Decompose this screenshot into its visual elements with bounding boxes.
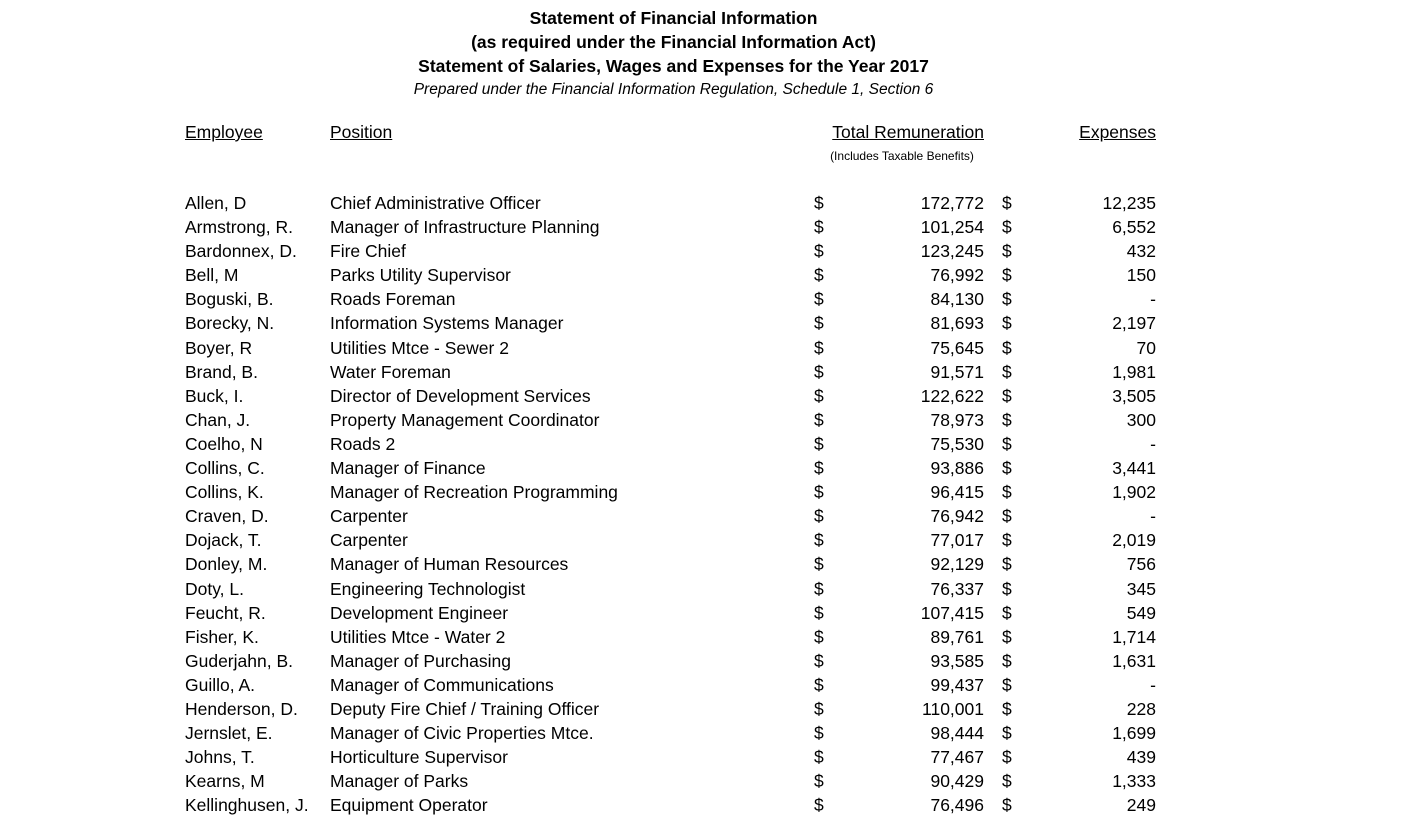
total-remuneration-value: 93,886 xyxy=(930,458,984,479)
document-title: Statement of Financial Information xyxy=(529,8,818,28)
expenses-value: 756 xyxy=(1126,554,1156,575)
currency-symbol: $ xyxy=(814,217,824,238)
currency-symbol: $ xyxy=(1002,241,1012,262)
currency-symbol: $ xyxy=(1002,385,1012,406)
position-title: Roads Foreman xyxy=(330,289,456,310)
table-row xyxy=(0,191,1421,215)
employee-name: Doty, L. xyxy=(185,578,245,599)
salary-table xyxy=(0,191,1421,817)
position-title: Information Systems Manager xyxy=(330,313,564,334)
position-title: Engineering Technologist xyxy=(330,578,526,599)
position-title: Parks Utility Supervisor xyxy=(330,265,511,286)
currency-symbol: $ xyxy=(1002,650,1012,671)
expenses-value: 345 xyxy=(1126,578,1156,599)
currency-symbol: $ xyxy=(814,674,824,695)
total-remuneration-value: 91,571 xyxy=(930,361,984,382)
employee-name: Chan, J. xyxy=(185,409,251,430)
currency-symbol: $ xyxy=(814,433,824,454)
currency-symbol: $ xyxy=(1002,289,1012,310)
column-note-taxable-benefits: (Includes Taxable Benefits) xyxy=(830,149,974,163)
table-row xyxy=(0,601,1421,625)
currency-symbol: $ xyxy=(1002,771,1012,792)
table-row xyxy=(0,721,1421,745)
currency-symbol: $ xyxy=(814,409,824,430)
currency-symbol: $ xyxy=(1002,698,1012,719)
table-row xyxy=(0,697,1421,721)
expenses-value: - xyxy=(1150,433,1156,454)
position-title: Horticulture Supervisor xyxy=(330,747,508,768)
total-remuneration-value: 76,942 xyxy=(930,506,984,527)
expenses-value: 2,019 xyxy=(1112,530,1156,551)
position-title: Manager of Communications xyxy=(330,674,554,695)
position-title: Manager of Finance xyxy=(330,458,486,479)
column-header-total-remuneration: Total Remuneration xyxy=(832,122,984,142)
expenses-value: 6,552 xyxy=(1112,217,1156,238)
currency-symbol: $ xyxy=(1002,723,1012,744)
total-remuneration-value: 92,129 xyxy=(930,554,984,575)
position-title: Manager of Parks xyxy=(330,771,469,792)
employee-name: Collins, K. xyxy=(185,482,264,503)
currency-symbol: $ xyxy=(814,482,824,503)
table-row xyxy=(0,745,1421,769)
currency-symbol: $ xyxy=(1002,795,1012,816)
employee-name: Henderson, D. xyxy=(185,698,298,719)
currency-symbol: $ xyxy=(1002,217,1012,238)
expenses-value: 12,235 xyxy=(1102,193,1156,213)
column-header-position: Position xyxy=(330,122,393,142)
employee-name: Buck, I. xyxy=(185,385,244,406)
position-title: Roads 2 xyxy=(330,433,396,454)
expenses-value: 549 xyxy=(1126,602,1156,623)
employee-name: Kearns, M xyxy=(185,771,265,792)
currency-symbol: $ xyxy=(814,458,824,479)
table-row xyxy=(0,649,1421,673)
total-remuneration-value: 107,415 xyxy=(920,602,984,623)
total-remuneration-value: 84,130 xyxy=(930,289,984,310)
table-row xyxy=(0,432,1421,456)
table-row xyxy=(0,408,1421,432)
currency-symbol: $ xyxy=(1002,674,1012,695)
column-header-expenses: Expenses xyxy=(1079,122,1156,142)
expenses-value: 3,441 xyxy=(1112,458,1156,479)
total-remuneration-value: 101,254 xyxy=(920,217,984,238)
total-remuneration-value: 75,645 xyxy=(930,337,984,358)
table-row xyxy=(0,263,1421,287)
currency-symbol: $ xyxy=(814,193,824,213)
currency-symbol: $ xyxy=(1002,337,1012,358)
currency-symbol: $ xyxy=(814,578,824,599)
expenses-value: 439 xyxy=(1126,747,1156,768)
employee-name: Bardonnex, D. xyxy=(185,241,297,262)
total-remuneration-value: 110,001 xyxy=(922,698,984,719)
total-remuneration-value: 98,444 xyxy=(930,723,984,744)
total-remuneration-value: 172,772 xyxy=(920,193,984,213)
table-row xyxy=(0,311,1421,335)
total-remuneration-value: 76,496 xyxy=(930,795,984,816)
currency-symbol: $ xyxy=(814,771,824,792)
total-remuneration-value: 90,429 xyxy=(930,771,984,792)
employee-name: Bell, M xyxy=(185,265,239,286)
currency-symbol: $ xyxy=(1002,506,1012,527)
currency-symbol: $ xyxy=(814,650,824,671)
employee-name: Jernslet, E. xyxy=(185,723,273,744)
employee-name: Brand, B. xyxy=(185,361,258,382)
employee-name: Allen, D xyxy=(185,193,247,213)
employee-name: Guderjahn, B. xyxy=(185,650,293,671)
position-title: Equipment Operator xyxy=(330,795,488,816)
position-title: Manager of Human Resources xyxy=(330,554,569,575)
total-remuneration-value: 122,622 xyxy=(920,385,984,406)
table-row xyxy=(0,215,1421,239)
currency-symbol: $ xyxy=(814,795,824,816)
expenses-value: 1,631 xyxy=(1112,650,1156,671)
total-remuneration-value: 77,467 xyxy=(930,747,984,768)
currency-symbol: $ xyxy=(814,337,824,358)
expenses-value: 249 xyxy=(1126,795,1156,816)
position-title: Property Management Coordinator xyxy=(330,409,600,430)
table-row xyxy=(0,769,1421,793)
expenses-value: - xyxy=(1150,674,1156,695)
table-row xyxy=(0,673,1421,697)
total-remuneration-value: 89,761 xyxy=(930,626,984,647)
currency-symbol: $ xyxy=(814,385,824,406)
position-title: Manager of Purchasing xyxy=(330,650,511,671)
currency-symbol: $ xyxy=(1002,193,1012,213)
expenses-value: 70 xyxy=(1136,337,1156,358)
total-remuneration-value: 96,415 xyxy=(930,482,984,503)
document-statement-title: Statement of Salaries, Wages and Expenses for the Year 2017 xyxy=(418,56,929,76)
currency-symbol: $ xyxy=(814,626,824,647)
currency-symbol: $ xyxy=(1002,458,1012,479)
document-subtitle: Prepared under the Financial Information Regulation, Schedule 1, Section 6 xyxy=(413,81,934,98)
table-row xyxy=(0,577,1421,601)
currency-symbol: $ xyxy=(1002,554,1012,575)
currency-symbol: $ xyxy=(814,723,824,744)
table-row xyxy=(0,360,1421,384)
currency-symbol: $ xyxy=(814,747,824,768)
currency-symbol: $ xyxy=(1002,747,1012,768)
currency-symbol: $ xyxy=(1002,578,1012,599)
employee-name: Johns, T. xyxy=(185,747,255,768)
position-title: Manager of Recreation Programming xyxy=(330,482,618,503)
currency-symbol: $ xyxy=(814,265,824,286)
currency-symbol: $ xyxy=(1002,361,1012,382)
table-row xyxy=(0,504,1421,528)
currency-symbol: $ xyxy=(814,698,824,719)
employee-name: Coelho, N xyxy=(185,433,263,454)
table-row xyxy=(0,384,1421,408)
currency-symbol: $ xyxy=(1002,409,1012,430)
expenses-value: 228 xyxy=(1126,698,1156,719)
position-title: Manager of Infrastructure Planning xyxy=(330,217,600,238)
position-title: Chief Administrative Officer xyxy=(330,193,541,213)
currency-symbol: $ xyxy=(814,289,824,310)
currency-symbol: $ xyxy=(1002,313,1012,334)
employee-name: Kellinghusen, J. xyxy=(185,795,309,816)
table-row xyxy=(0,287,1421,311)
expenses-value: 150 xyxy=(1126,265,1156,286)
total-remuneration-value: 123,245 xyxy=(920,241,984,262)
position-title: Carpenter xyxy=(330,530,408,551)
currency-symbol: $ xyxy=(814,506,824,527)
currency-symbol: $ xyxy=(1002,482,1012,503)
table-row xyxy=(0,456,1421,480)
employee-name: Feucht, R. xyxy=(185,602,266,623)
table-row xyxy=(0,239,1421,263)
expenses-value: 1,902 xyxy=(1112,482,1156,503)
position-title: Carpenter xyxy=(330,506,408,527)
document-act-reference: (as required under the Financial Information Act) xyxy=(471,32,876,52)
currency-symbol: $ xyxy=(814,530,824,551)
position-title: Utilities Mtce - Sewer 2 xyxy=(330,337,509,358)
table-row xyxy=(0,793,1421,817)
position-title: Development Engineer xyxy=(330,602,509,623)
expenses-value: 3,505 xyxy=(1112,385,1156,406)
total-remuneration-value: 76,992 xyxy=(930,265,984,286)
employee-name: Borecky, N. xyxy=(185,313,275,334)
employee-name: Craven, D. xyxy=(185,506,269,527)
position-title: Fire Chief xyxy=(330,241,406,262)
employee-name: Collins, C. xyxy=(185,458,265,479)
position-title: Utilities Mtce - Water 2 xyxy=(330,626,506,647)
currency-symbol: $ xyxy=(1002,530,1012,551)
currency-symbol: $ xyxy=(1002,626,1012,647)
employee-name: Boyer, R xyxy=(185,337,253,358)
table-row xyxy=(0,528,1421,552)
currency-symbol: $ xyxy=(814,554,824,575)
total-remuneration-value: 78,973 xyxy=(930,409,984,430)
position-title: Deputy Fire Chief / Training Officer xyxy=(330,698,600,719)
table-row xyxy=(0,552,1421,576)
employee-name: Armstrong, R. xyxy=(185,217,293,238)
employee-name: Fisher, K. xyxy=(185,626,259,647)
column-header-employee: Employee xyxy=(185,122,263,142)
currency-symbol: $ xyxy=(814,361,824,382)
position-title: Manager of Civic Properties Mtce. xyxy=(330,723,594,744)
currency-symbol: $ xyxy=(814,602,824,623)
currency-symbol: $ xyxy=(1002,602,1012,623)
expenses-value: 1,714 xyxy=(1112,626,1156,647)
employee-name: Guillo, A. xyxy=(185,674,256,695)
expenses-value: 432 xyxy=(1126,241,1156,262)
employee-name: Dojack, T. xyxy=(185,530,262,551)
expenses-value: 1,699 xyxy=(1112,723,1156,744)
table-row xyxy=(0,480,1421,504)
currency-symbol: $ xyxy=(814,241,824,262)
expenses-value: 300 xyxy=(1126,409,1156,430)
expenses-value: - xyxy=(1150,506,1156,527)
total-remuneration-value: 77,017 xyxy=(930,530,984,551)
document-header xyxy=(0,6,1347,102)
total-remuneration-value: 76,337 xyxy=(930,578,984,599)
table-row xyxy=(0,336,1421,360)
expenses-value: 1,333 xyxy=(1112,771,1156,792)
total-remuneration-value: 81,693 xyxy=(930,313,984,334)
total-remuneration-value: 93,585 xyxy=(930,650,984,671)
expenses-value: 2,197 xyxy=(1112,313,1156,334)
position-title: Director of Development Services xyxy=(330,385,591,406)
expenses-value: 1,981 xyxy=(1112,361,1156,382)
expenses-value: - xyxy=(1150,289,1156,310)
employee-name: Boguski, B. xyxy=(185,289,274,310)
total-remuneration-value: 99,437 xyxy=(930,674,984,695)
position-title: Water Foreman xyxy=(330,361,451,382)
employee-name: Donley, M. xyxy=(185,554,268,575)
currency-symbol: $ xyxy=(814,313,824,334)
total-remuneration-value: 75,530 xyxy=(930,433,984,454)
currency-symbol: $ xyxy=(1002,265,1012,286)
currency-symbol: $ xyxy=(1002,433,1012,454)
table-row xyxy=(0,625,1421,649)
